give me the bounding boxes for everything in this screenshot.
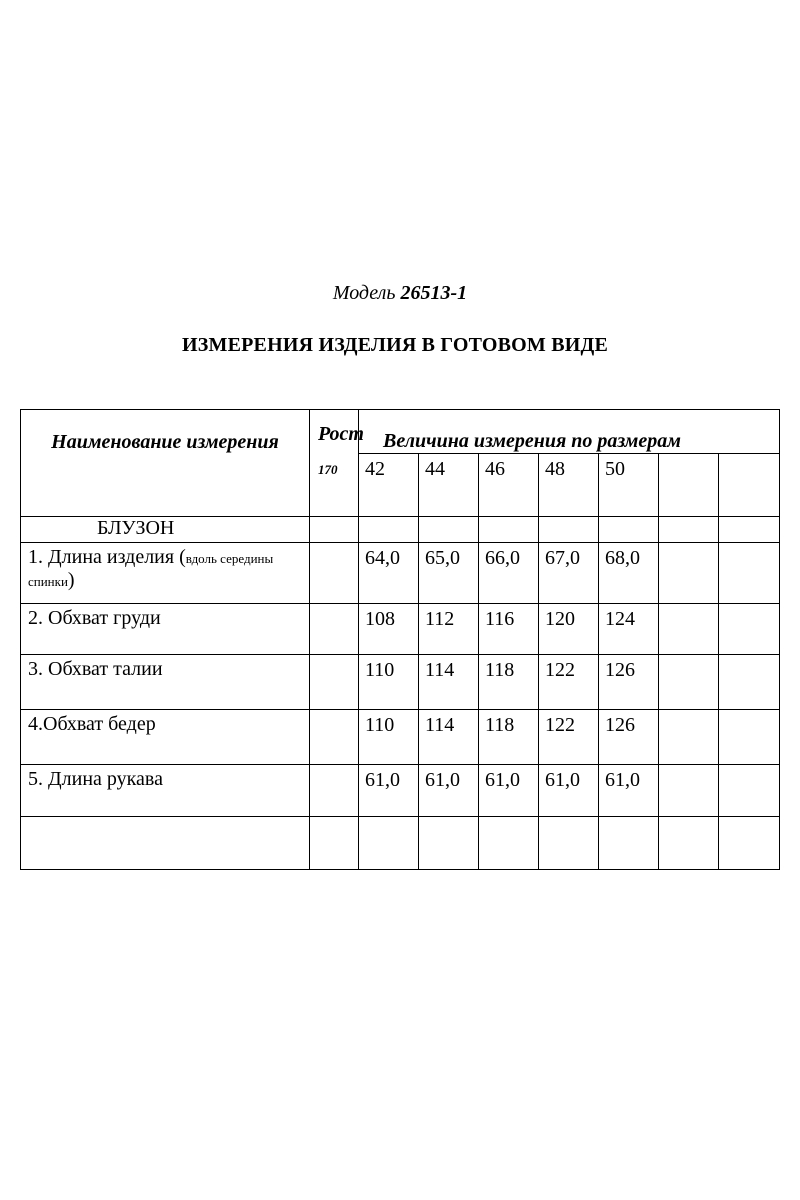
empty-cell (659, 604, 719, 655)
empty-cell (659, 454, 719, 517)
header-rost (310, 410, 364, 517)
table-row (21, 604, 780, 655)
value-cell: 61,0 (419, 765, 479, 817)
empty-cell (599, 517, 659, 543)
empty-cell (359, 517, 419, 543)
value-cell: 118 (479, 655, 539, 710)
value-cell: 122 (539, 655, 599, 710)
value-cell: 65,0 (419, 543, 479, 604)
value-cell: 61,0 (539, 765, 599, 817)
empty-cell (359, 817, 419, 870)
value-cell: 108 (359, 604, 419, 655)
empty-cell (310, 517, 359, 543)
row-label (21, 543, 310, 604)
rost-value: 170 (318, 462, 338, 477)
empty-cell (719, 765, 780, 817)
value-cell: 122 (539, 710, 599, 765)
value-cell: 61,0 (599, 765, 659, 817)
empty-cell (659, 543, 719, 604)
section-label: БЛУЗОН (21, 517, 310, 543)
empty-cell (719, 817, 780, 870)
empty-cell (719, 543, 780, 604)
value-cell: 112 (419, 604, 479, 655)
empty-cell (539, 517, 599, 543)
empty-cell (659, 817, 719, 870)
empty-cell (719, 517, 780, 543)
empty-cell (419, 517, 479, 543)
size-cell: 44 (419, 454, 479, 517)
empty-cell (719, 604, 780, 655)
row-label-main: 1. Длина изделия ( (28, 546, 186, 568)
empty-cell (539, 817, 599, 870)
header-name: Наименование измерения (21, 410, 310, 517)
value-cell: 114 (419, 655, 479, 710)
value-cell: 110 (359, 655, 419, 710)
value-cell: 66,0 (479, 543, 539, 604)
value-cell: 126 (599, 655, 659, 710)
empty-cell (719, 710, 780, 765)
rost-cell (310, 604, 359, 655)
model-title (0, 282, 800, 305)
table-row (21, 655, 780, 710)
model-prefix: Модель (332, 282, 396, 304)
size-cell: 46 (479, 454, 539, 517)
value-cell: 124 (599, 604, 659, 655)
value-cell: 114 (419, 710, 479, 765)
value-cell: 110 (359, 710, 419, 765)
value-cell: 64,0 (359, 543, 419, 604)
value-cell: 126 (599, 710, 659, 765)
table-row (21, 765, 780, 817)
empty-cell (659, 710, 719, 765)
rost-cell (310, 765, 359, 817)
table-row (21, 543, 780, 604)
empty-cell (719, 454, 780, 517)
empty-row (21, 817, 780, 870)
value-cell: 61,0 (359, 765, 419, 817)
value-cell: 67,0 (539, 543, 599, 604)
value-cell: 120 (539, 604, 599, 655)
header-sizes: Величина измерения по размерам (359, 410, 780, 454)
rost-cell (310, 543, 359, 604)
section-row (21, 517, 780, 543)
row-label-end: ) (67, 569, 75, 591)
empty-cell (479, 517, 539, 543)
header-rost-label: Рост (318, 423, 364, 445)
value-cell: 61,0 (479, 765, 539, 817)
table-row (21, 710, 780, 765)
empty-cell (659, 765, 719, 817)
rost-cell (310, 710, 359, 765)
model-number: 26513-1 (400, 282, 468, 304)
row-label: 5. Длина рукава (21, 765, 310, 817)
row-label: 2. Обхват груди (21, 604, 310, 655)
row-label-note: вдоль середины спинки (28, 551, 274, 589)
empty-cell (310, 817, 359, 870)
value-cell: 68,0 (599, 543, 659, 604)
row-label: 3. Обхват талии (21, 655, 310, 710)
empty-cell (659, 655, 719, 710)
row-label: 4.Обхват бедер (21, 710, 310, 765)
value-cell: 118 (479, 710, 539, 765)
empty-cell (599, 817, 659, 870)
document-title: ИЗМЕРЕНИЯ ИЗДЕЛИЯ В ГОТОВОМ ВИДЕ (182, 334, 608, 356)
empty-cell (479, 817, 539, 870)
empty-cell (659, 517, 719, 543)
empty-cell (719, 655, 780, 710)
size-cell: 42 (359, 454, 419, 517)
rost-cell (310, 655, 359, 710)
size-cell: 50 (599, 454, 659, 517)
empty-cell (21, 817, 310, 870)
value-cell: 116 (479, 604, 539, 655)
size-cell: 48 (539, 454, 599, 517)
measurements-table (20, 409, 780, 870)
empty-cell (419, 817, 479, 870)
